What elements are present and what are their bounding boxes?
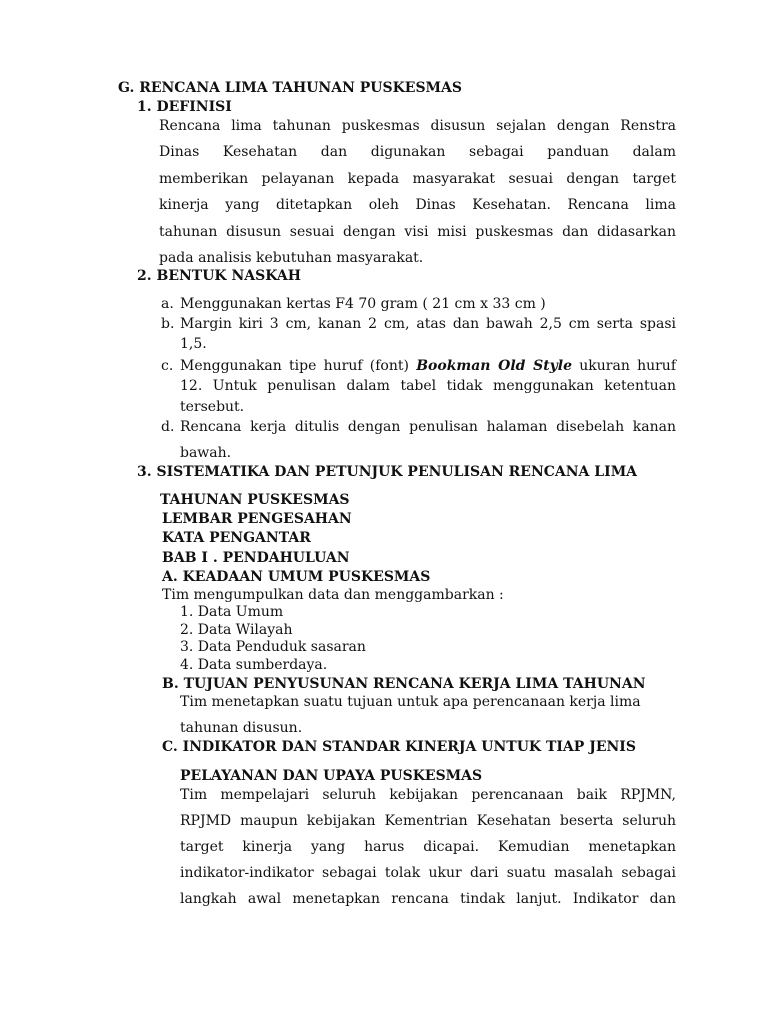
- definisi-line: Rencana lima tahunan puskesmas disusun sejalan dengan Renstra: [159, 118, 676, 134]
- definisi-line: kinerja yang ditetapkan oleh Dinas Kesehatan. Rencana lima: [159, 197, 676, 213]
- list-marker: d.: [161, 419, 175, 435]
- subsection-c-line: RPJMD maupun kebijakan Kementrian Kesehatan beserta seluruh: [180, 813, 676, 829]
- list-marker: a.: [161, 296, 174, 312]
- bab-heading: BAB I . PENDAHULUAN: [162, 550, 350, 566]
- bentuk-item-d-cont: bawah.: [180, 445, 232, 461]
- section-heading: G. RENCANA LIMA TAHUNAN PUSKESMAS: [118, 80, 463, 96]
- definisi-line: memberikan pelayanan kepada masyarakat sesuai dengan target: [159, 171, 676, 187]
- bentuk-heading: 2. BENTUK NASKAH: [137, 268, 301, 284]
- bentuk-item-b-cont: 1,5.: [180, 336, 207, 352]
- data-list-item: 4. Data sumberdaya.: [180, 657, 328, 673]
- subsection-c-heading-cont: PELAYANAN DAN UPAYA PUSKESMAS: [180, 768, 483, 784]
- sistematika-heading: 3. SISTEMATIKA DAN PETUNJUK PENULISAN RENCANA LIMA: [137, 464, 638, 480]
- definisi-heading: 1. DEFINISI: [137, 99, 232, 115]
- definisi-line: Dinas Kesehatan dan digunakan sebagai panduan dalam: [159, 144, 676, 160]
- lembar-pengesahan: LEMBAR PENGESAHAN: [162, 511, 352, 527]
- bentuk-item-c-cont: tersebut.: [180, 399, 245, 415]
- bentuk-item-c-post: ukuran huruf: [572, 358, 676, 374]
- bentuk-item-b: Margin kiri 3 cm, kanan 2 cm, atas dan bawah 2,5 cm serta spasi: [180, 316, 676, 332]
- bentuk-item-a: Menggunakan kertas F4 70 gram ( 21 cm x 33 cm ): [180, 296, 546, 312]
- font-name: Bookman Old Style: [416, 358, 573, 374]
- subsection-a-heading: A. KEADAAN UMUM PUSKESMAS: [162, 569, 431, 585]
- subsection-b-line: tahunan disusun.: [180, 720, 303, 736]
- data-list-item: 1. Data Umum: [180, 604, 284, 620]
- bentuk-item-c-cont: 12. Untuk penulisan dalam tabel tidak menggunakan ketentuan: [180, 378, 676, 394]
- subsection-a-intro: Tim mengumpulkan data dan menggambarkan :: [162, 587, 504, 603]
- kata-pengantar: KATA PENGANTAR: [162, 530, 311, 546]
- subsection-c-line: Tim mempelajari seluruh kebijakan perencanaan baik RPJMN,: [180, 787, 676, 803]
- definisi-line: tahunan disusun sesuai dengan visi misi puskesmas dan didasarkan: [159, 224, 676, 240]
- subsection-c-heading: C. INDIKATOR DAN STANDAR KINERJA UNTUK TIAP JENIS: [162, 739, 636, 755]
- bentuk-item-d: Rencana kerja ditulis dengan penulisan halaman disebelah kanan: [180, 419, 676, 435]
- data-list-item: 3. Data Penduduk sasaran: [180, 639, 366, 655]
- data-list-item: 2. Data Wilayah: [180, 622, 293, 638]
- subsection-c-line: langkah awal menetapkan rencana tindak lanjut. Indikator dan: [180, 891, 676, 907]
- subsection-c-line: indikator-indikator sebagai tolak ukur dari suatu masalah sebagai: [180, 865, 676, 881]
- subsection-b-heading: B. TUJUAN PENYUSUNAN RENCANA KERJA LIMA TAHUNAN: [162, 676, 646, 692]
- list-marker: b.: [161, 316, 175, 332]
- subsection-b-line: Tim menetapkan suatu tujuan untuk apa perencanaan kerja lima: [180, 694, 641, 710]
- subsection-c-line: target kinerja yang harus dicapai. Kemudian menetapkan: [180, 839, 676, 855]
- list-marker: c.: [161, 358, 174, 374]
- sistematika-heading-cont: TAHUNAN PUSKESMAS: [160, 492, 350, 508]
- bentuk-item-c-pre: Menggunakan tipe huruf (font): [180, 358, 417, 374]
- definisi-line: pada analisis kebutuhan masyarakat.: [159, 250, 424, 266]
- bentuk-item-c: [180, 358, 676, 375]
